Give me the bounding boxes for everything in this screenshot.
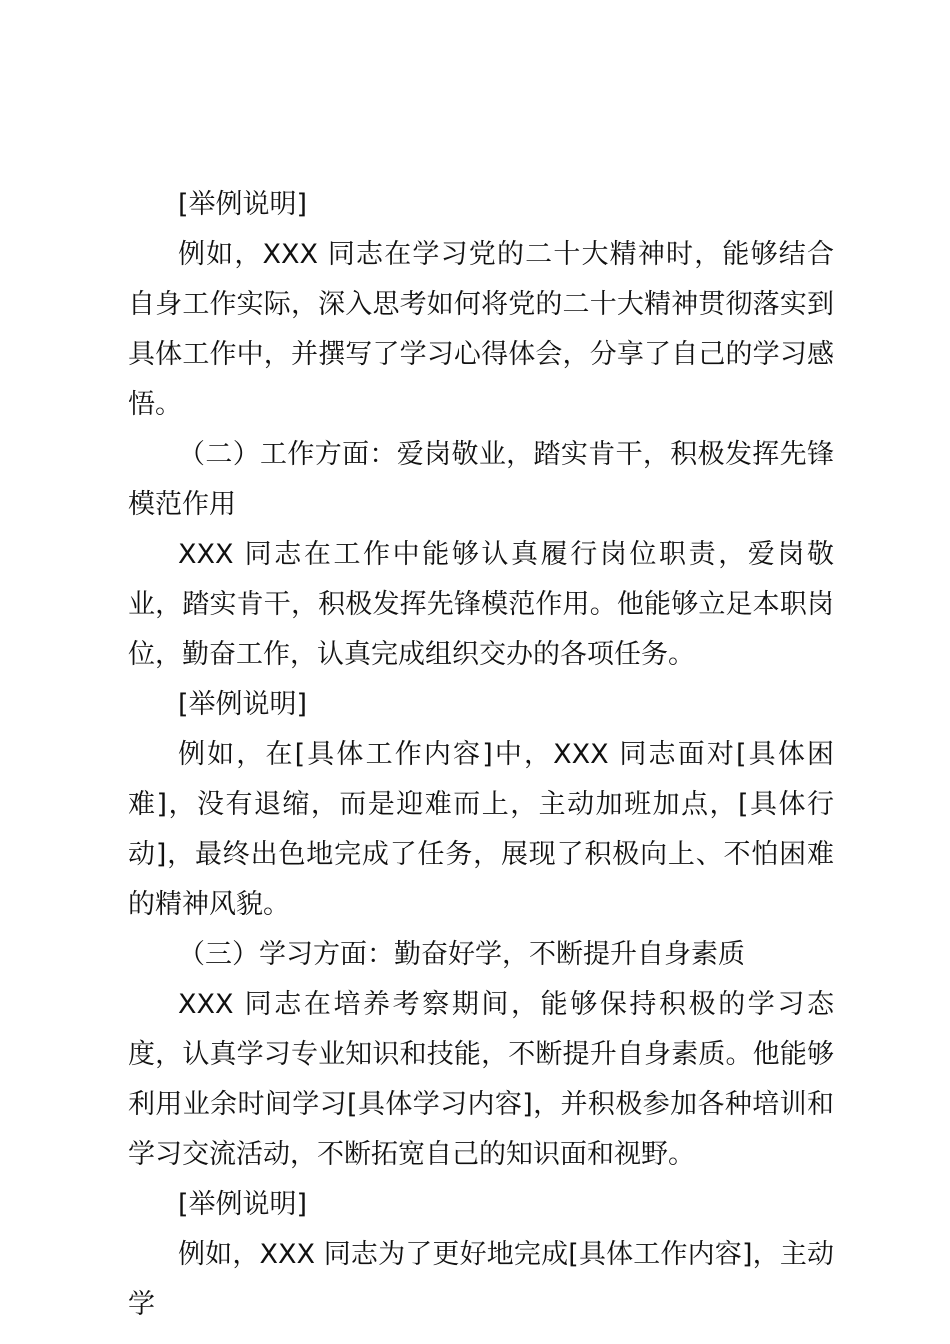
example-heading: [举例说明]: [178, 1189, 308, 1220]
body-paragraph: 例如，在[具体工作内容]中，XXX 同志面对[具体困难]，没有退缩，而是迎难而上，主动加班加点，[具体行动]，最终出色地完成了任务，展现了积极向上、不怕困难的精神风貌。: [128, 739, 834, 920]
document-body: [128, 180, 834, 1330]
section-heading-study: （三）学习方面：勤奋好学，不断提升自身素质: [178, 939, 745, 970]
section-heading-work: （二）工作方面：爱岗敬业，踏实肯干，积极发挥先锋模范作用: [128, 439, 834, 520]
example-heading: [举例说明]: [178, 189, 308, 220]
body-paragraph: XXX 同志在培养考察期间，能够保持积极的学习态度，认真学习专业知识和技能，不断提升自身素质。他能够利用业余时间学习[具体学习内容]，并积极参加各种培训和学习交流活动，不断拓宽自己的知识面和视野。: [128, 989, 834, 1170]
body-paragraph: 例如，XXX 同志为了更好地完成[具体工作内容]，主动学: [128, 1239, 834, 1320]
body-paragraph: 例如，XXX 同志在学习党的二十大精神时，能够结合自身工作实际，深入思考如何将党的二十大精神贯彻落实到具体工作中，并撰写了学习心得体会，分享了自己的学习感悟。: [128, 239, 834, 420]
example-heading: [举例说明]: [178, 689, 308, 720]
body-paragraph: XXX 同志在工作中能够认真履行岗位职责，爱岗敬业，踏实肯干，积极发挥先锋模范作用。他能够立足本职岗位，勤奋工作，认真完成组织交办的各项任务。: [128, 539, 834, 670]
